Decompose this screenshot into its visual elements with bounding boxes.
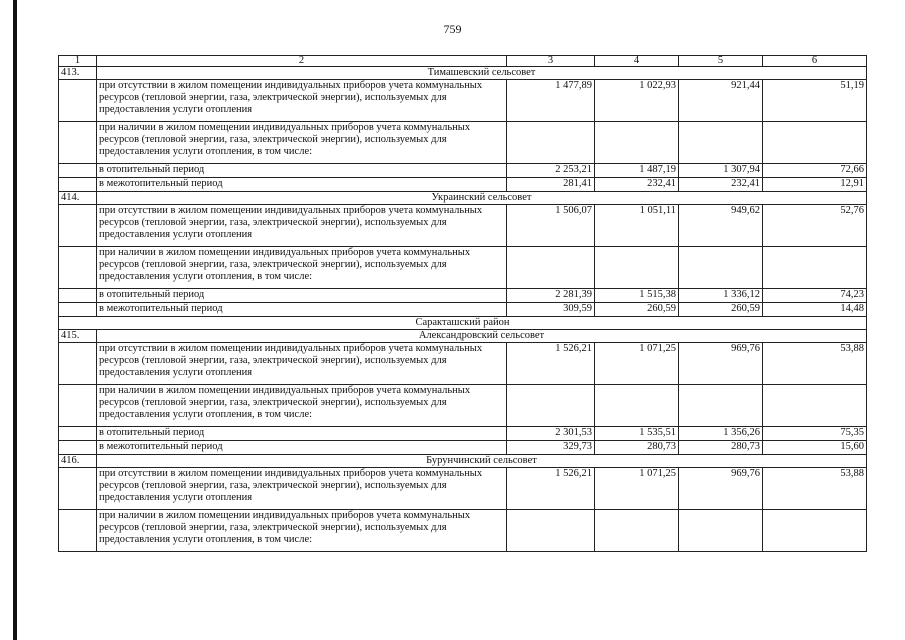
value-col5: 1 356,26 — [679, 427, 763, 441]
row-label: при отсутствии в жилом помещении индивидуальных приборов учета коммунальных ресурсов (тепловой энергии, газа, электрической энергии), используемых для предоставления услуги отопления — [97, 468, 507, 510]
value-col6: 74,23 — [763, 289, 867, 303]
section-title: Александровский сельсовет — [97, 330, 867, 343]
binding-margin-bar — [13, 0, 17, 640]
value-col6: 15,60 — [763, 441, 867, 455]
row-label: в отопительный период — [97, 164, 507, 178]
value-col6: 14,48 — [763, 303, 867, 317]
value-col5: 969,76 — [679, 468, 763, 510]
value-col4: 260,59 — [595, 303, 679, 317]
present-meter-row — [59, 247, 867, 289]
heating-period-row — [59, 289, 867, 303]
col-header-2: 2 — [97, 56, 507, 67]
absent-meter-row — [59, 343, 867, 385]
section-title-row — [59, 192, 867, 205]
interheating-period-row — [59, 303, 867, 317]
value-col3: 2 281,39 — [507, 289, 595, 303]
value-col6: 52,76 — [763, 205, 867, 247]
section-title: Бурунчинский сельсовет — [97, 455, 867, 468]
value-col5: 260,59 — [679, 303, 763, 317]
row-label: в межотопительный период — [97, 178, 507, 192]
section-number: 413. — [59, 67, 97, 80]
value-col5: 969,76 — [679, 343, 763, 385]
value-col5: 949,62 — [679, 205, 763, 247]
heating-period-row — [59, 427, 867, 441]
value-col5: 280,73 — [679, 441, 763, 455]
absent-meter-row — [59, 468, 867, 510]
district-row — [59, 317, 867, 330]
row-label: в межотопительный период — [97, 441, 507, 455]
value-col4: 280,73 — [595, 441, 679, 455]
row-label: при наличии в жилом помещении индивидуальных приборов учета коммунальных ресурсов (тепловой энергии, газа, электрической энергии), используемых для предоставления услуги отопления, в том числе: — [97, 122, 507, 164]
value-col5: 921,44 — [679, 80, 763, 122]
value-col3: 329,73 — [507, 441, 595, 455]
value-col3: 2 253,21 — [507, 164, 595, 178]
value-col6: 53,88 — [763, 343, 867, 385]
value-col3: 1 526,21 — [507, 343, 595, 385]
section-title-row — [59, 455, 867, 468]
value-col3: 1 506,07 — [507, 205, 595, 247]
row-label: при наличии в жилом помещении индивидуальных приборов учета коммунальных ресурсов (тепловой энергии, газа, электрической энергии), используемых для предоставления услуги отопления, в том числе: — [97, 247, 507, 289]
value-col4: 1 051,11 — [595, 205, 679, 247]
section-number: 414. — [59, 192, 97, 205]
present-meter-row — [59, 122, 867, 164]
absent-meter-row — [59, 205, 867, 247]
row-label: при отсутствии в жилом помещении индивидуальных приборов учета коммунальных ресурсов (тепловой энергии, газа, электрической энергии), используемых для предоставления услуги отопления — [97, 80, 507, 122]
value-col5: 1 336,12 — [679, 289, 763, 303]
row-label: в отопительный период — [97, 289, 507, 303]
col-header-5: 5 — [679, 56, 763, 67]
value-col3: 1 526,21 — [507, 468, 595, 510]
value-col3: 281,41 — [507, 178, 595, 192]
present-meter-row — [59, 385, 867, 427]
interheating-period-row — [59, 178, 867, 192]
row-label: при отсутствии в жилом помещении индивидуальных приборов учета коммунальных ресурсов (тепловой энергии, газа, электрической энергии), используемых для предоставления услуги отопления — [97, 343, 507, 385]
row-label: при наличии в жилом помещении индивидуальных приборов учета коммунальных ресурсов (тепловой энергии, газа, электрической энергии), используемых для предоставления услуги отопления, в том числе: — [97, 385, 507, 427]
section-number: 416. — [59, 455, 97, 468]
district-title: Саракташский район — [59, 317, 867, 330]
value-col4: 1 515,38 — [595, 289, 679, 303]
value-col4: 1 535,51 — [595, 427, 679, 441]
value-col6: 75,35 — [763, 427, 867, 441]
col-header-4: 4 — [595, 56, 679, 67]
present-meter-row — [59, 510, 867, 552]
section-title: Украинский сельсовет — [97, 192, 867, 205]
value-col6: 53,88 — [763, 468, 867, 510]
value-col4: 1 071,25 — [595, 343, 679, 385]
row-label: при отсутствии в жилом помещении индивидуальных приборов учета коммунальных ресурсов (тепловой энергии, газа, электрической энергии), используемых для предоставления услуги отопления — [97, 205, 507, 247]
absent-meter-row — [59, 80, 867, 122]
col-header-1: 1 — [59, 56, 97, 67]
section-title: Тимашевский сельсовет — [97, 67, 867, 80]
value-col4: 1 071,25 — [595, 468, 679, 510]
value-col3: 309,59 — [507, 303, 595, 317]
value-col6: 12,91 — [763, 178, 867, 192]
value-col4: 1 487,19 — [595, 164, 679, 178]
section-number: 415. — [59, 330, 97, 343]
col-header-6: 6 — [763, 56, 867, 67]
row-label: при наличии в жилом помещении индивидуальных приборов учета коммунальных ресурсов (тепловой энергии, газа, электрической энергии), используемых для предоставления услуги отопления, в том числе: — [97, 510, 507, 552]
row-label: в межотопительный период — [97, 303, 507, 317]
value-col3: 1 477,89 — [507, 80, 595, 122]
value-col4: 1 022,93 — [595, 80, 679, 122]
section-title-row — [59, 67, 867, 80]
section-title-row — [59, 330, 867, 343]
value-col3: 2 301,53 — [507, 427, 595, 441]
column-number-row — [59, 56, 867, 67]
row-label: в отопительный период — [97, 427, 507, 441]
heating-period-row — [59, 164, 867, 178]
interheating-period-row — [59, 441, 867, 455]
col-header-3: 3 — [507, 56, 595, 67]
page-number: 759 — [443, 22, 462, 36]
tariff-table — [58, 55, 867, 552]
value-col6: 72,66 — [763, 164, 867, 178]
value-col5: 1 307,94 — [679, 164, 763, 178]
value-col4: 232,41 — [595, 178, 679, 192]
value-col6: 51,19 — [763, 80, 867, 122]
value-col5: 232,41 — [679, 178, 763, 192]
